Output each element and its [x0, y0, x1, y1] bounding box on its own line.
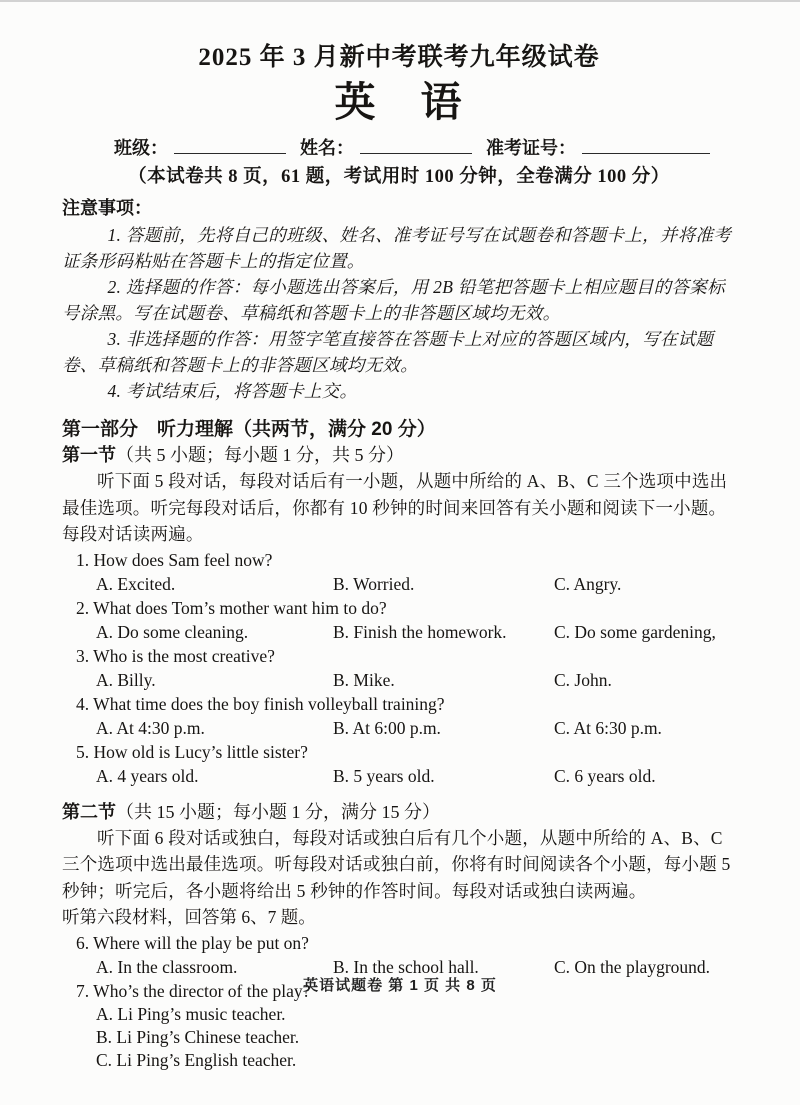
- question-7-options: [62, 1003, 736, 1072]
- question-3-option-a: A. Billy.: [96, 669, 156, 690]
- question-1-option-b: B. Worried.: [333, 573, 415, 594]
- question-5-text: 5. How old is Lucy’s little sister?: [76, 741, 308, 762]
- exam-no-label: 准考证号：: [486, 138, 576, 158]
- section-gap: [62, 788, 736, 800]
- question-7-option-a: A. Li Ping’s music teacher.: [96, 1003, 286, 1024]
- question-6-text: 6. Where will the play be put on?: [76, 932, 309, 953]
- question-5-option-a: A. 4 years old.: [96, 765, 199, 786]
- question-1-text: 1. How does Sam feel now?: [76, 549, 273, 570]
- question-5-option-c: C. 6 years old.: [554, 765, 656, 786]
- section1-label-rest: （共 5 小题；每小题 1 分，共 5 分）: [116, 445, 404, 465]
- section2-label: 第二节: [62, 801, 116, 822]
- question-1-option-a: A. Excited.: [96, 573, 176, 594]
- exam-no-blank-field: [582, 135, 710, 154]
- part1-heading: 第一部分 听力理解（共两节，满分 20 分）: [62, 419, 436, 440]
- question-2-options: [62, 620, 736, 644]
- question-4-option-c: C. At 6:30 p.m.: [554, 717, 662, 738]
- section2-instructions: 听下面 6 段对话或独白，每段对话或独白后有几个小题，从题中所给的 A、B、C 三个选项中选出最佳选项。听每段对话或独白前，你将有时间阅读各个小题，每小题 5 秒钟；听完后，各小题将给出 5 秒钟的作答时间。每段对话或独白读两遍。: [62, 827, 731, 901]
- notice-item-2: 2. 选择题的作答：每小题选出答案后，用 2B 铅笔把答题卡上相应题目的答案标号涂黑。写在试题卷、草稿纸和答题卡上的非答题区域均无效。: [62, 277, 725, 323]
- section1-label: 第一节: [62, 445, 116, 465]
- question-1-option-c: C. Angry.: [554, 573, 622, 594]
- question-3-text: 3. Who is the most creative?: [76, 645, 275, 666]
- notice-heading: 注意事项：: [62, 198, 152, 218]
- section1-instructions: 听下面 5 段对话，每段对话后有一小题，从题中所给的 A、B、C 三个选项中选出最佳选项。听完每段对话后，你都有 10 秒钟的时间来回答有关小题和阅读下一小题。每段对话读两遍。: [62, 471, 728, 544]
- question-6: [62, 931, 736, 979]
- question-4-option-a: A. At 4:30 p.m.: [96, 717, 205, 738]
- question-6-option-a: A. In the classroom.: [96, 956, 238, 977]
- question-3-option-c: C. John.: [554, 669, 612, 690]
- section2-heading: [62, 800, 736, 825]
- notice-item-3: 3. 非选择题的作答：用签字笔直接答在答题卡上对应的答题区域内，写在试题卷、草稿纸和答题卡上的非答题区域均无效。: [62, 329, 714, 375]
- page-footer: 英语试题卷 第 1 页 共 8 页: [303, 977, 497, 994]
- page-content: [0, 2, 800, 1072]
- question-2: [62, 596, 736, 644]
- exam-title: 2025 年 3 月新中考联考九年级试卷: [198, 44, 600, 71]
- question-1-options: [62, 572, 736, 596]
- section1-heading: [62, 443, 736, 468]
- section2-material-note: 听第六段材料，回答第 6、7 题。: [62, 907, 316, 927]
- exam-meta-line: （本试卷共 8 页，61 题，考试用时 100 分钟，全卷满分 100 分）: [128, 167, 670, 187]
- name-blank-field: [360, 135, 472, 154]
- question-4-option-b: B. At 6:00 p.m.: [333, 717, 441, 738]
- question-3-option-b: B. Mike.: [333, 669, 395, 690]
- question-4: [62, 692, 736, 740]
- notice-item-4: 4. 考试结束后，将答题卡上交。: [107, 381, 358, 401]
- student-info-line: [62, 134, 736, 162]
- question-7-text: 7. Who’s the director of the play?: [76, 980, 311, 1001]
- name-label: 姓名：: [300, 138, 354, 158]
- question-7-option-b: B. Li Ping’s Chinese teacher.: [96, 1026, 300, 1047]
- class-blank-field: [174, 135, 286, 154]
- exam-subject: 英 语: [334, 79, 464, 125]
- question-4-text: 4. What time does the boy finish volleyball training?: [76, 693, 445, 714]
- question-2-option-a: A. Do some cleaning.: [96, 621, 249, 642]
- section2-label-rest: （共 15 小题；每小题 1 分，满分 15 分）: [116, 801, 440, 822]
- question-6-option-b: B. In the school hall.: [333, 956, 479, 977]
- question-2-option-b: B. Finish the homework.: [333, 621, 507, 642]
- question-2-text: 2. What does Tom’s mother want him to do?: [76, 597, 387, 618]
- question-5-options: [62, 764, 736, 788]
- question-2-option-c: C. Do some gardening,: [554, 621, 716, 642]
- question-1: [62, 548, 736, 596]
- notice-item-1: 1. 答题前，先将自己的班级、姓名、准考证号写在试题卷和答题卡上，并将准考证条形码粘贴在答题卡上的指定位置。: [62, 225, 732, 271]
- question-3: [62, 644, 736, 692]
- question-4-options: [62, 716, 736, 740]
- question-5-option-b: B. 5 years old.: [333, 765, 435, 786]
- question-5: [62, 740, 736, 788]
- question-3-options: [62, 668, 736, 692]
- class-label: 班级：: [114, 138, 168, 158]
- question-6-option-c: C. On the playground.: [554, 956, 711, 977]
- question-7-option-c: C. Li Ping’s English teacher.: [96, 1049, 297, 1070]
